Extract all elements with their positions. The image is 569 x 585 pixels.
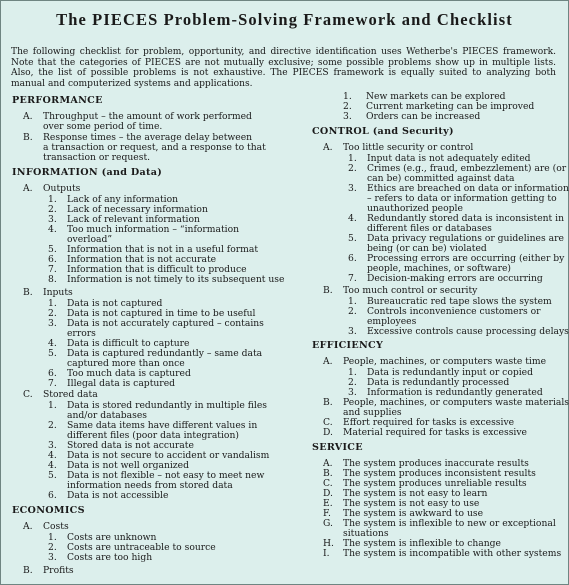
checklist-line: B. [23,132,33,143]
checklist-line: Too little security or control [343,142,474,153]
checklist-line: Data is stored redundantly in multiple files [67,400,268,411]
checklist-line: People, machines, or computers waste time [343,356,547,367]
checklist-line: 4. [48,224,57,235]
checklist-line: The system is not easy to use [343,498,480,509]
checklist-line: 5. [48,348,57,359]
checklist-line: Orders can be increased [366,111,481,122]
checklist-line: C. [323,417,333,428]
section-heading: SERVICE [312,442,363,453]
checklist-line: B. [323,397,333,408]
checklist-line: Redundantly stored data is inconsistent in [367,213,565,224]
checklist-line: D. [323,488,333,499]
checklist-line: The system is not easy to learn [343,488,488,499]
checklist-line: 4. [48,450,57,461]
checklist-line: Profits [43,565,74,576]
checklist-line: A. [23,183,33,194]
checklist-line: Inputs [43,287,73,298]
checklist-line: People, machines, or computers waste materials [343,397,569,408]
checklist-line: and supplies [343,407,402,418]
checklist-line: 4. [48,338,57,349]
checklist-line: B. [23,565,33,576]
checklist-line: The system produces inaccurate results [343,458,529,469]
checklist-line: – refers to data or information getting to [367,193,557,204]
checklist-line: 2. [348,306,357,317]
checklist-line: 2. [48,204,57,215]
checklist-line: Information that is not accurate [67,254,217,265]
checklist-line: 5. [48,470,57,481]
checklist-line: The system is incompatible with other systems [343,548,562,559]
checklist-line: 1. [48,532,57,543]
checklist-line: Decision-making errors are occurring [367,273,543,284]
checklist-line: 1. [343,91,352,102]
checklist-line: 1. [48,194,57,205]
checklist-line: Costs are unknown [67,532,157,543]
checklist-line: different files or databases [367,223,492,234]
checklist-line: C. [23,389,33,400]
section-heading: EFFICIENCY [312,340,384,351]
checklist-line: D. [323,427,333,438]
checklist-line: Illegal data is captured [67,378,176,389]
checklist-line: Information is not timely to its subsequent use [67,274,285,285]
checklist-line: Information that is difficult to produce [67,264,247,275]
checklist-line: 3. [348,387,357,398]
checklist-line: overload” [67,234,113,245]
checklist-line: 1. [48,400,57,411]
checklist-line: The system produces unreliable results [343,478,527,489]
checklist-line: over some period of time. [43,121,163,132]
checklist-line: G. [323,518,333,529]
checklist-line: Response times – the average delay between [43,132,253,143]
checklist-line: H. [323,538,334,549]
checklist-line: Too much control or security [343,285,478,296]
checklist-line: 6. [48,254,57,265]
checklist-line: Stored data [43,389,98,400]
checklist-line: 3. [48,214,57,225]
checklist-line: F. [323,508,331,519]
checklist-line: B. [323,285,333,296]
checklist-line: situations [343,528,389,539]
checklist-line: people, machines, or software) [367,263,511,274]
checklist-line: 2. [348,163,357,174]
checklist-line: Lack of relevant information [67,214,200,225]
checklist-line: Costs are untraceable to source [67,542,216,553]
checklist-line: Stored data is not accurate [67,440,194,451]
checklist-line: 2. [48,542,57,553]
checklist-line: 2. [48,308,57,319]
checklist-line: Information is redundantly generated [367,387,543,398]
checklist-line: The system is inflexible to change [343,538,501,549]
checklist-line: Crimes (e.g., fraud, embezzlement) are (or [367,163,567,174]
checklist-line: 4. [48,460,57,471]
checklist-line: A. [323,356,333,367]
checklist-line: and/or databases [67,410,147,421]
checklist-line: Processing errors are occurring (either by [367,253,565,264]
checklist-line: 7. [48,264,57,275]
checklist-line: Data is not secure to accident or vandalism [67,450,270,461]
checklist-line: Data is redundantly input or copied [367,367,533,378]
checklist-line: Data is not accessible [67,490,169,501]
checklist-line: E. [323,498,333,509]
checklist-line: Lack of any information [67,194,179,205]
checklist-line: can be) committed against data [367,173,515,184]
checklist-line: unauthorized people [367,203,463,214]
checklist-line: 4. [348,213,357,224]
checklist-line: 3. [348,326,357,337]
checklist-line: Input data is not adequately edited [367,153,531,164]
checklist-line: captured more than once [67,358,185,369]
checklist-line: The system is inflexible to new or exceptional [343,518,556,529]
checklist-line: 7. [348,273,357,284]
checklist-line: Too much data is captured [67,368,191,379]
checklist-line: Effort required for tasks is excessive [343,417,515,428]
checklist-line: Excessive controls cause processing delays [367,326,569,337]
checklist-line: 5. [348,233,357,244]
checklist-line: Data is difficult to capture [67,338,190,349]
checklist-line: Current marketing can be improved [366,101,535,112]
checklist-line: Data is not captured in time to be useful [67,308,256,319]
checklist-line: The system produces inconsistent results [343,468,536,479]
checklist-line: 6. [348,253,357,264]
checklist-line: I. [323,548,330,559]
checklist-line: 6. [48,368,57,379]
section-heading: PERFORMANCE [12,95,103,106]
checklist-line: Data privacy regulations or guidelines are [367,233,564,244]
checklist-line: 3. [348,183,357,194]
checklist-line: B. [23,287,33,298]
checklist-line: 2. [348,377,357,388]
checklist-line: Outputs [43,183,81,194]
checklist-line: Same data items have different values in [67,420,258,431]
checklist-line: Lack of necessary information [67,204,208,215]
checklist-line: C. [323,478,333,489]
checklist-line: 6. [48,490,57,501]
checklist-line: being (or can be) violated [367,243,487,254]
checklist-line: The system is awkward to use [343,508,484,519]
checklist-line: Ethics are breached on data or information [367,183,569,194]
checklist-line: Data is not well organized [67,460,189,471]
checklist-line: transaction or request. [43,152,151,163]
checklist-line: 5. [48,244,57,255]
section-heading: INFORMATION (and Data) [12,167,163,178]
checklist-line: employees [367,316,417,327]
checklist-line: 1. [348,296,357,307]
checklist-line: Data is redundantly processed [367,377,510,388]
checklist-line: New markets can be explored [366,91,506,102]
checklist-line: Costs [43,521,69,532]
intro-paragraph: The following checklist for problem, opportunity, and directive identification uses Wetherbe's PIECES framework. Note that the categories of PIECES are not mutually exclusive; some possible problems show up in multiple lists. Also, the list of possible problems is not exhaustive. The PIECES framework is equally suited to analyzing both manual and computerized systems and applications. [11,47,556,89]
checklist-line: 2. [343,101,352,112]
checklist-line: A. [323,458,333,469]
page-title: The PIECES Problem-Solving Framework and Checklist [56,10,513,29]
checklist-line: 7. [48,378,57,389]
checklist-line: Data is not flexible – not easy to meet new [67,470,265,481]
checklist-line: a transaction or request, and a response to that [43,142,266,153]
checklist-line: A. [323,142,333,153]
checklist-line: 2. [48,420,57,431]
checklist-line: 8. [48,274,57,285]
checklist-line: Bureaucratic red tape slows the system [367,296,552,307]
checklist-line: 3. [48,552,57,563]
checklist-line: Data is not accurately captured – contains [67,318,264,329]
checklist-line: Data is captured redundantly – same data [67,348,263,359]
checklist-line: 3. [48,440,57,451]
checklist-line: A. [23,521,33,532]
checklist-line: 3. [343,111,352,122]
checklist-line: errors [67,328,96,339]
checklist-line: Material required for tasks is excessive [343,427,527,438]
checklist-line: 3. [48,318,57,329]
checklist-line: 1. [348,153,357,164]
checklist-line: Controls inconvenience customers or [367,306,541,317]
checklist-line: B. [323,468,333,479]
checklist-line: Throughput – the amount of work performed [43,111,252,122]
section-heading: CONTROL (and Security) [312,126,454,137]
checklist-line: 1. [48,298,57,309]
checklist-line: information needs from stored data [67,480,233,491]
checklist-line: different files (poor data integration) [67,430,239,441]
checklist-line: Data is not captured [67,298,163,309]
checklist-line: Information that is not in a useful format [67,244,259,255]
checklist-line: Too much information – “information [67,224,240,235]
section-heading: ECONOMICS [12,505,85,516]
checklist-line: 1. [348,367,357,378]
checklist-line: A. [23,111,33,122]
checklist-line: Costs are too high [67,552,153,563]
